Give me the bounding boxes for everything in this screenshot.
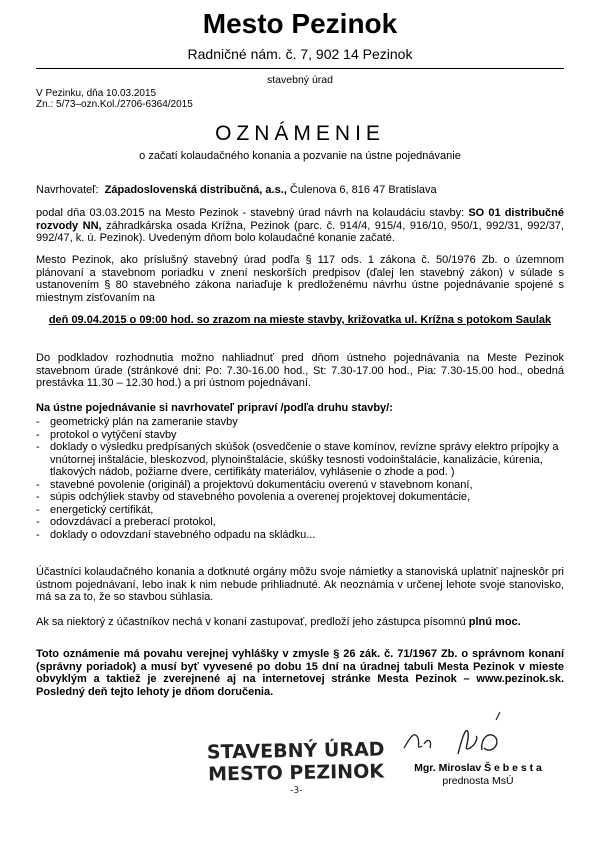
paragraph-objections: Účastníci kolaudačného konania a dotknuté orgány môžu svoje námietky a stanoviská uplatniť najneskôr pri ústnom pojednávaní, lebo inak k nim nebude prihliadnuté. Ak neoznámia v určenej lehote svoje stanovisko, má sa za to, že so stavbou súhlasia. [36,566,564,603]
construction-name: SO 01 distribučné rozvody NN, [36,207,564,232]
municipality-address: Radničné nám. č. 7, 902 14 Pezinok [187,46,413,62]
list-item: - odovzdávací a preberací protokol, [36,516,564,529]
signer-name: Mgr. Miroslav Š e b e s t a [414,762,542,774]
date-line: V Pezinku, dňa 10.03.2015 [36,88,157,99]
municipality-title: Mesto Pezinok [202,8,398,39]
paragraph-application [36,207,564,245]
list-item: - súpis odchýliek stavby od stavebného povolenia a overenej projektovej dokumentácie, [36,491,564,504]
applicant-name: Západoslovenská distribučná, a.s., [104,184,287,196]
paragraph-documents: Do podkladov rozhodnutia možno nahliadnuť pred dňom ústneho pojednávania na Meste Pezinok stavebnom úrade (stránkové dni: Po: 7.30-16.00 hod., St: 7.30-17.00 hod., Pia: 7.30-15.00 hod., obedná prestávka 11.30 – 12.30 hod.) a pri ústnom pojednávaní. [36,352,564,389]
page-number: -3- [290,785,303,797]
list-item: - doklady o odovzdaní stavebného odpadu na skládku... [36,529,564,542]
list-item: - protokol o vytýčení stavby [36,429,564,442]
hearing-date: deň 09.04.2015 o 09:00 hod. so zrazom na mieste stavby, križovatka ul. Krížna s potokom Saulak [48,314,552,326]
signature-scribble [396,708,536,768]
signer-role: prednosta MsÚ [442,775,514,787]
office-name: stavebný úrad [267,74,333,86]
applicant-address: Čulenova 6, 816 47 Bratislava [289,184,437,196]
requirements-list [36,416,564,541]
paragraph-representation-text: Ak sa niektorý z účastníkov nechá v konaní zastupovať, predloží jeho zástupca písomnú [36,616,469,628]
stamp-line-1: STAVEBNÝ ÚRAD [206,738,385,764]
requirements-title: Na ústne pojednávanie si navrhovateľ pripraví /podľa druhu stavby/: [36,402,393,414]
applicant-label: Navrhovateľ: [36,184,99,196]
list-item: - doklady o výsledku predpísaných skúšok (osvedčenie o stave komínov, revízne správy elektro prípojky a vnútornej inštalácie, bleskozvod, plynoinštalácie, skúšky tesnosti vodoinštalácie, kanalizácie, kúrenia, tlakových nádob, požiarne dvere, certifikáty materiálov, vyhlásenie o zhode a pod. ) [36,441,564,479]
list-item: - energetický certifikát, [36,504,564,517]
announcement-title: OZNÁMENIE [215,122,385,145]
paragraph-application-text: podal dňa 03.03.2015 na Mesto Pezinok - stavebný úrad návrh na kolaudáciu stavby: [36,207,469,219]
stamp-line-2: MESTO PEZINOK [207,760,385,786]
power-of-attorney: plnú moc. [468,616,521,628]
signer-block [388,762,568,788]
office-stamp [206,738,387,799]
paragraph-representation [36,616,564,629]
paragraph-public-notice: Toto oznámenie má povahu verejnej vyhlášky v zmysle § 26 zák. č. 71/1967 Zb. o správnom konaní (správny poriadok) a musí byť vyvesené po dobu 15 dní na úradnej tabuli Mesta Pezinok v mieste obvyklým a taktiež je zverejnené aj na internetovej stránke Mesta Pezinok – www.pezinok.sk. Posledný deň tejto lehoty je dňom doručenia. [36,648,564,698]
applicant-line [36,184,564,197]
announcement-subtitle: o začatí kolaudačného konania a pozvanie na ústne pojednávanie [139,150,461,162]
paragraph-authority: Mesto Pezinok, ako príslušný stavebný úrad podľa § 117 ods. 1 zákona č. 50/1976 Zb. o územnom plánovaní a stavebnom poriadku v znení neskorších predpisov (ďalej len stavebný zákon) v súlade s ustanovením § 80 stavebného zákona nariaďuje k predloženému návrhu ústne pojednávanie spojené s miestnym zisťovaním na [36,254,564,304]
list-item: - stavebné povolenie (originál) a projektovú dokumentáciu overenú v stavebnom konaní, [36,479,564,492]
list-item: - geometrický plán na zameranie stavby [36,416,564,429]
header-divider [36,68,564,69]
reference-number: Zn.: 5/73–ozn.Kol./2706-6364/2015 [36,99,193,110]
paragraph-application-text-2: záhradkárska osada Krížna, Pezinok (parc. č. 914/4, 915/4, 916/10, 950/1, 992/31, 992/37, 992/47, k. ú. Pezinok). Uvedeným dňom bolo kolaudačné konanie začaté. [36,219,564,244]
